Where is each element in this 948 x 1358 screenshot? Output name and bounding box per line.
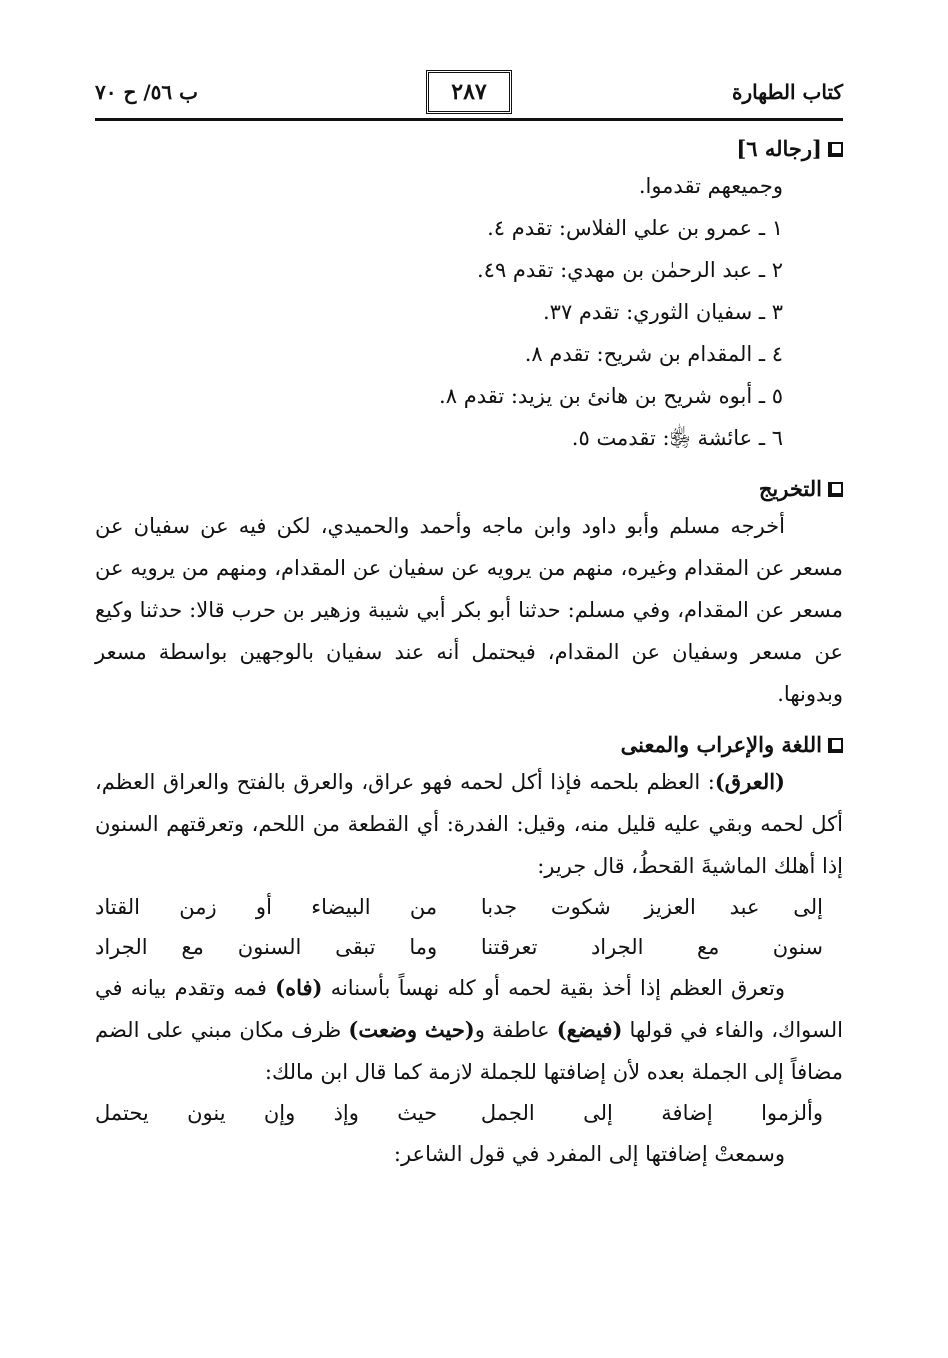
takhrij-heading: [95, 473, 843, 505]
rijal-list: [95, 165, 843, 459]
rijal-heading-text: [رجاله ٦]: [736, 136, 822, 161]
square-bullet-icon: [828, 142, 843, 157]
paragraph-text: : العظم بلحمه فإذا أكل لحمه فهو عراق، والعرق بالفتح والعراق العظم، أكل لحمه وبقي عليه قليل منه، وقيل: الفدرة: أي القطعة من اللحم، وتعرقتهم السنون إذا أهلك الماشيةَ القحطُ، قال جرير:: [95, 770, 843, 878]
list-item: ٥ ـ أبوه شريح بن هانئ بن يزيد: تقدم ٨.: [439, 384, 783, 408]
poetry-verse-3: [95, 1093, 843, 1133]
poetry-verse-2: [95, 927, 843, 967]
verse-hemistich-first: إلى عبد العزيز شكوت جدبا: [480, 895, 823, 919]
page-header: [95, 70, 843, 121]
lugha-paragraph-3: وسمعتْ إضافتها إلى المفرد في قول الشاعر:: [393, 1142, 785, 1166]
term-bold: (فاه): [275, 975, 323, 1000]
verse-hemistich-second: من البيضاء أو زمن القتاد: [95, 895, 438, 919]
paragraph-text: ظرف مكان مبني على الضم مضافاً إلى الجملة بعده لأن إضافتها للجملة لازمة كما قال ابن مالك:: [95, 1018, 843, 1084]
verse-hemistich-first: سنون مع الجراد تعرقتنا: [480, 935, 823, 959]
term-bold: (حيث وضعت): [348, 1017, 475, 1042]
verse-hemistich-first: وألزموا إضافة إلى الجمل: [480, 1101, 823, 1125]
verse-hemistich-second: حيث وإذ وإن ينون يحتمل: [95, 1101, 438, 1125]
paragraph-text: عاطفة و: [474, 1018, 557, 1042]
lugha-heading-text: اللغة والإعراب والمعنى: [620, 732, 822, 757]
book-page: [95, 70, 843, 1175]
list-item: ٤ ـ المقدام بن شريح: تقدم ٨.: [524, 342, 783, 366]
poetry-verse-1: [95, 887, 843, 927]
list-item: ٦ ـ عائشة ﵂: تقدمت ٥.: [571, 426, 783, 450]
paragraph-text: وتعرق العظم إذا أخذ بقية لحمه أو كله نهساً بأسنانه: [322, 976, 785, 1000]
takhrij-heading-text: التخريج: [758, 476, 822, 501]
term-bold: (العرق): [714, 769, 785, 794]
rijal-heading: [95, 133, 843, 165]
page-number: ٢٨٧: [426, 70, 512, 114]
verse-hemistich-second: وما تبقى السنون مع الجراد: [95, 935, 438, 959]
square-bullet-icon: [828, 738, 843, 753]
takhrij-paragraph: أخرجه مسلم وأبو داود وابن ماجه وأحمد والحميدي، لكن فيه عن سفيان عن مسعر عن المقدام وغيره، منهم من يرويه عن سفيان عن المقدام، ومنهم من يرويه عن مسعر عن المقدام، وفي مسلم: حدثنا أبو بكر أبي شيبة وزهير بن حرب قالا: حدثنا وكيع عن مسعر وسفيان عن المقدام، فيحتمل أنه عند سفيان بالوجهين بواسطة مسعر وبدونها.: [95, 514, 843, 706]
list-item: ٣ ـ سفيان الثوري: تقدم ٣٧.: [542, 300, 783, 324]
lugha-paragraph-2: [95, 967, 843, 1093]
book-title: كتاب الطهارة: [732, 80, 843, 104]
lugha-paragraph-1: [95, 761, 843, 887]
page-content: [95, 133, 843, 1175]
list-item: ١ ـ عمرو بن علي الفلاس: تقدم ٤.: [487, 216, 783, 240]
rijal-intro: وجميعهم تقدموا.: [638, 174, 783, 198]
lugha-heading: [95, 729, 843, 761]
term-bold: (فيضع): [556, 1017, 623, 1042]
chapter-reference: ب ٥٦/ ح ٧٠: [95, 80, 198, 104]
square-bullet-icon: [828, 482, 843, 497]
list-item: ٢ ـ عبد الرحمٰن بن مهدي: تقدم ٤٩.: [476, 258, 783, 282]
paragraph-text: فمه وتقدم بيانه في السواك، والفاء في قولها: [95, 976, 843, 1042]
